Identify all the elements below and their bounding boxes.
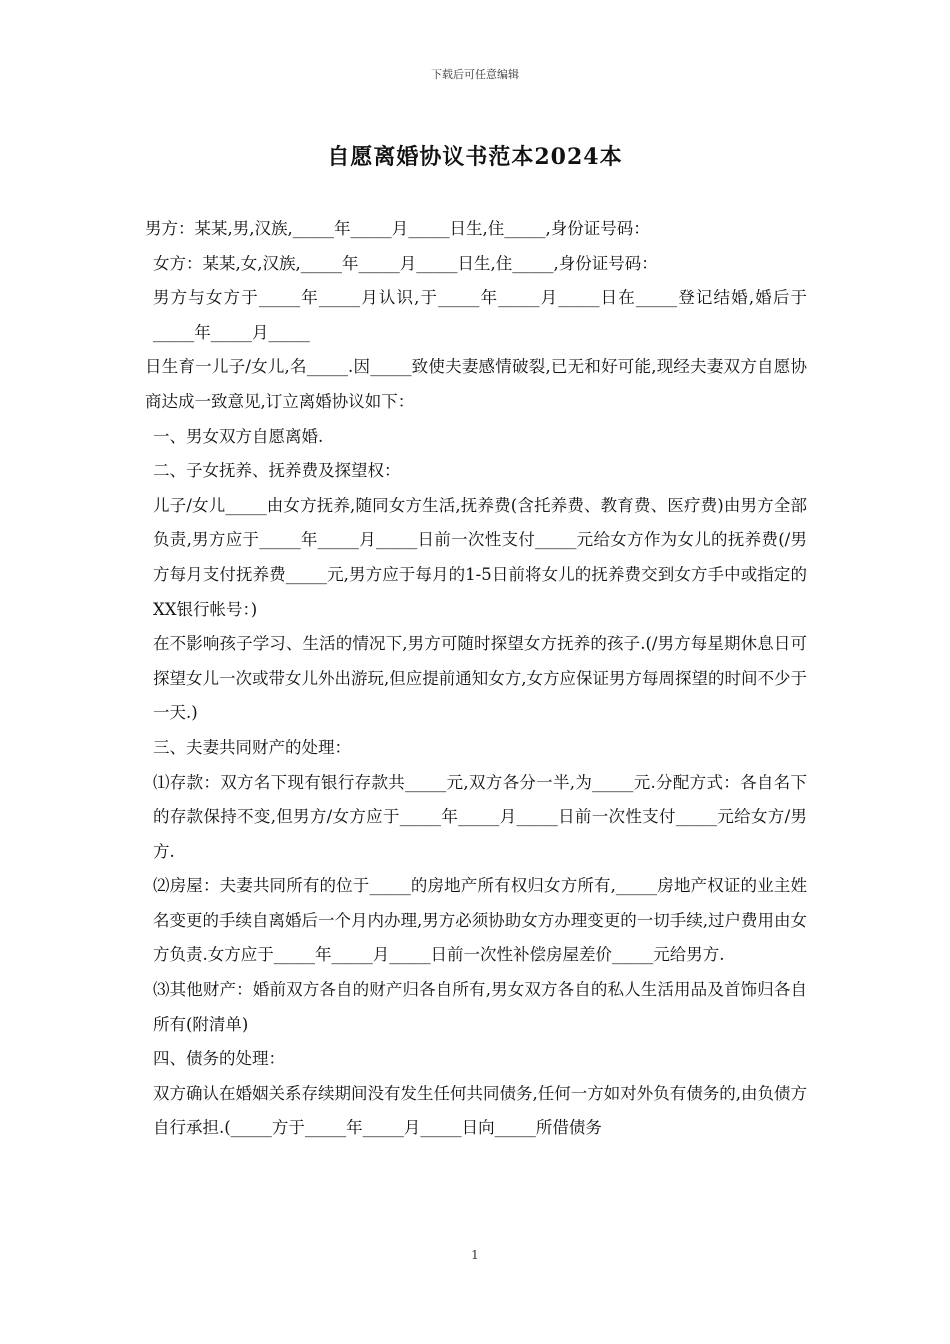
page-header: 下载后可任意编辑 (431, 68, 519, 81)
section-heading-2: 二、子女抚养、抚养费及探望权： (153, 461, 401, 481)
section-heading-4: 四、债务的处理： (153, 1049, 285, 1069)
paragraph-marriage-info: 男方与女方于_____年_____月认识,于_____年_____月_____日在_____登记结婚,婚后于_____年_____月_____ (153, 288, 807, 342)
paragraph-man-info: 男方：某某,男,汉族,_____年_____月_____日生,住_____,身份证号码： (145, 219, 650, 238)
paragraph-child-support: 儿子/女儿_____由女方抚养,随同女方生活,抚养费(含托养费、教育费、医疗费)由男方全部负责,男方应于_____年_____月_____日前一次性支付_____元给女方作为女儿的抚养费(/男方每月支付抚养费_____元,男方应于每月的1-5日前将女儿的抚养费交到女方手中或指定的XX银行帐号：) (153, 495, 807, 619)
document-body (145, 212, 807, 1146)
section-heading-1: 一、男女双方自愿离婚. (153, 426, 324, 446)
paragraph-other-property: ⑶其他财产：婚前双方各自的财产归各自所有,男女双方各自的私人生活用品及首饰归各自所有(附清单) (153, 980, 807, 1034)
paragraph-visitation: 在不影响孩子学习、生活的情况下,男方可随时探望女方抚养的孩子.(/男方每星期休息日可探望女儿一次或带女儿外出游玩,但应提前通知女方,女方应保证男方每周探望的时间不少于一天.) (153, 634, 807, 723)
document-title: 自愿离婚协议书范本2024本 (327, 144, 623, 170)
paragraph-house: ⑵房屋：夫妻共同所有的位于_____的房地产所有权归女方所有,_____房地产权证的业主姓名变更的手续自离婚后一个月内办理,男方必须协助女方办理变更的一切手续,过户费用由女方负责.女方应于_____年_____月_____日前一次性补偿房屋差价_____元给男方. (153, 876, 807, 965)
paragraph-woman-info: 女方：某某,女,汉族,_____年_____月_____日生,住_____,身份证号码： (153, 253, 658, 273)
paragraph-debts: 双方确认在婚姻关系存续期间没有发生任何共同债务,任何一方如对外负有债务的,由负债方自行承担.(_____方于_____年_____月_____日向_____所借债务 (153, 1083, 807, 1138)
paragraph-savings: ⑴存款：双方名下现有银行存款共_____元,双方各分一半,为_____元.分配方式：各自名下的存款保持不变,但男方/女方应于_____年_____月_____日前一次性支付_____元给女方/男方. (153, 772, 807, 861)
section-heading-3: 三、夫妻共同财产的处理： (153, 737, 351, 757)
page-number: 1 (471, 1248, 479, 1262)
paragraph-child-info: 日生育一儿子/女儿,名_____.因_____致使夫妻感情破裂,已无和好可能,现经夫妻双方自愿协商达成一致意见,订立离婚协议如下： (145, 357, 807, 411)
